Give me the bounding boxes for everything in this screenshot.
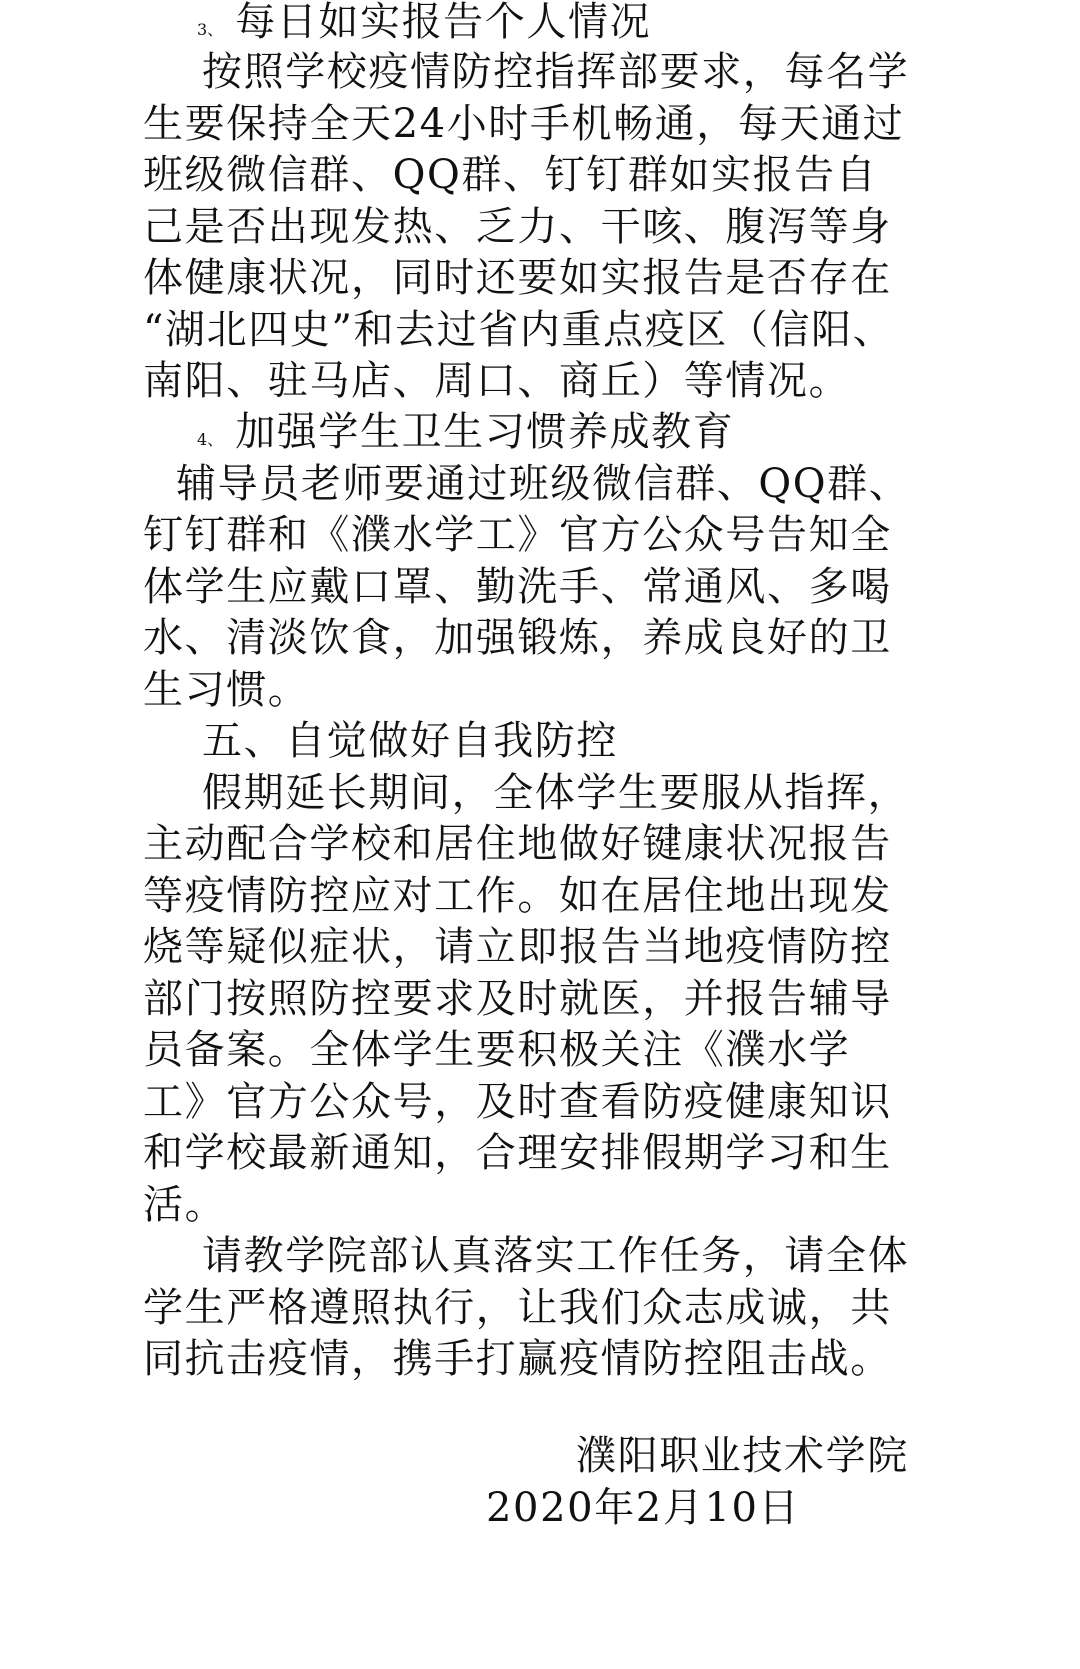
- paragraph-line: 水、清淡饮食，加强锻炼，养成良好的卫: [143, 615, 892, 661]
- paragraph-line: 和学校最新通知，合理安排假期学习和生: [143, 1130, 892, 1176]
- paragraph-line: 生习惯。: [143, 667, 310, 713]
- paragraph-line: 学生严格遵照执行，让我们众志成诚，共: [143, 1285, 892, 1331]
- paragraph-line: 体健康状况，同时还要如实报告是否存在: [143, 255, 892, 301]
- paragraph-line: 烧等疑似症状，请立即报告当地疫情防控: [143, 924, 892, 970]
- paragraph-line: 请教学院部认真落实工作任务，请全体: [202, 1233, 910, 1279]
- paragraph-line: 班级微信群、QQ群、钉钉群如实报告自: [143, 152, 878, 198]
- signature-organization: 濮阳职业技术学院: [576, 1433, 909, 1479]
- paragraph-line: 南阳、驻马店、周口、商丘）等情况。: [143, 358, 851, 404]
- paragraph-line: 按照学校疫情防控指挥部要求，每名学: [202, 49, 910, 95]
- section-4-title: 加强学生卫生习惯养成教育: [235, 409, 735, 455]
- paragraph-line: 己是否出现发热、乏力、干咳、腹泻等身: [143, 204, 892, 250]
- paragraph-line: 钉钉群和《濮水学工》官方公众号告知全: [143, 512, 892, 558]
- paragraph-line: 辅导员老师要通过班级微信群、QQ群、: [176, 461, 911, 507]
- section-3-title: 每日如实报告个人情况: [235, 0, 652, 45]
- paragraph-line: 等疫情防控应对工作。如在居住地出现发: [143, 873, 892, 919]
- paragraph-line: 假期延长期间，全体学生要服从指挥，: [202, 770, 910, 816]
- section-3-number: 3、: [197, 20, 224, 39]
- paragraph-line: 活。: [143, 1182, 227, 1228]
- paragraph-line: 部门按照防控要求及时就医，并报告辅导: [143, 976, 892, 1022]
- paragraph-line: 工》官方公众号，及时查看防疫健康知识: [143, 1079, 892, 1125]
- paragraph-line: 生要保持全天24小时手机畅通，每天通过: [143, 101, 905, 147]
- paragraph-line: 同抗击疫情，携手打赢疫情防控阻击战。: [143, 1336, 892, 1382]
- paragraph-line: 员备案。全体学生要积极关注《濮水学: [143, 1027, 851, 1073]
- signature-date: 2020年2月10日: [486, 1485, 801, 1531]
- paragraph-line: 体学生应戴口罩、勤洗手、常通风、多喝: [143, 564, 892, 610]
- section-4-heading: [197, 406, 734, 466]
- paragraph-line: 主动配合学校和居住地做好键康状况报告: [143, 821, 892, 867]
- paragraph-line: “湖北四史”和去过省内重点疫区（信阳、: [143, 307, 895, 353]
- section-5-heading: 五、自觉做好自我防控: [202, 718, 618, 764]
- section-4-number: 4、: [197, 430, 224, 449]
